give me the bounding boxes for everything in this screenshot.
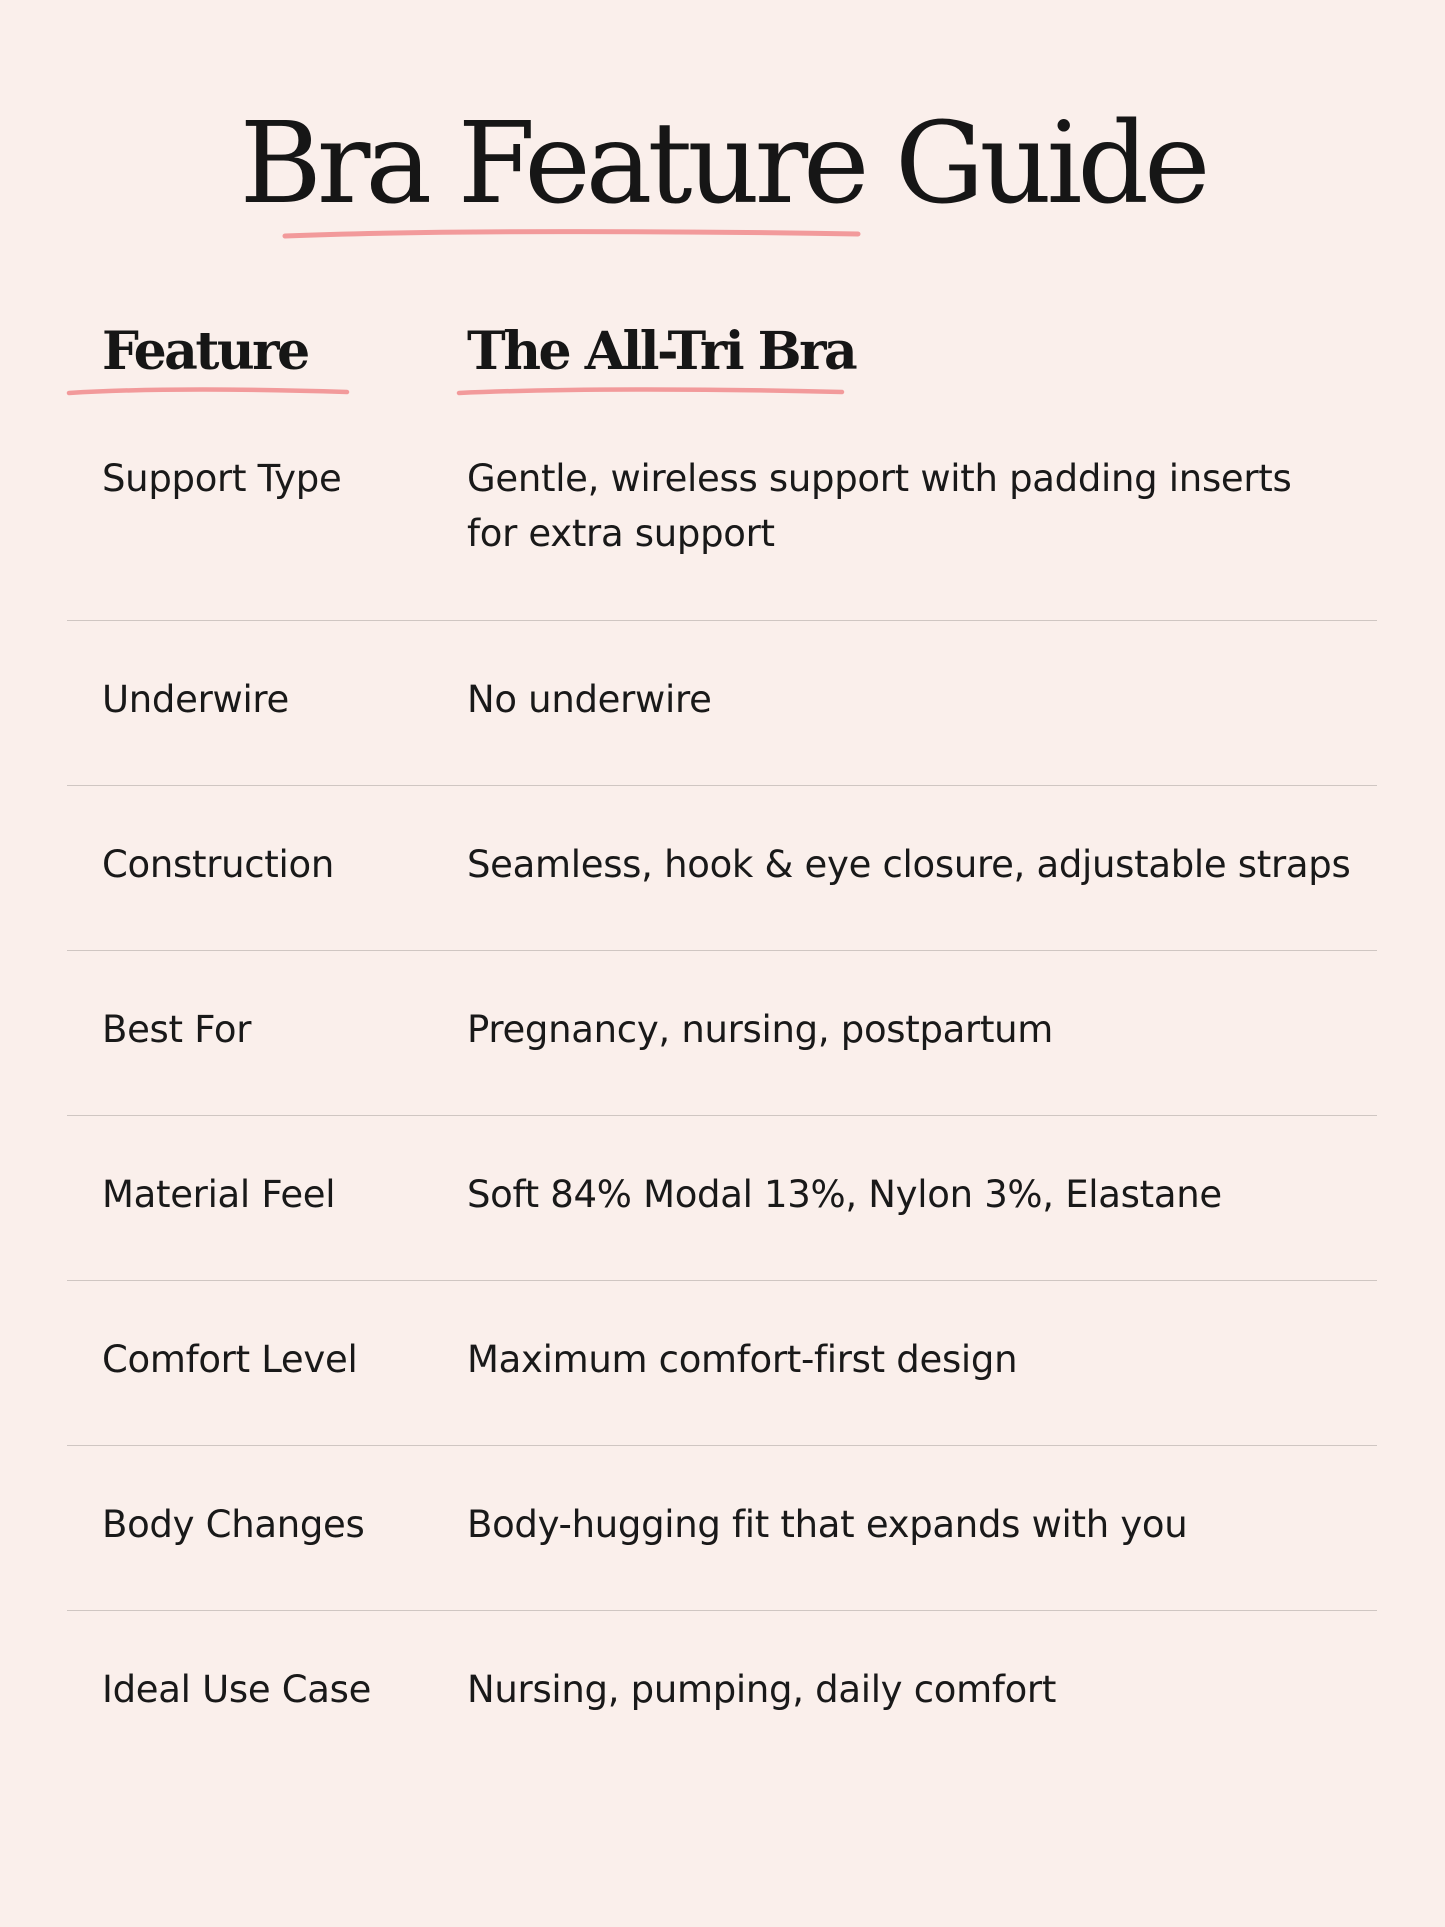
feature-value: Maximum comfort-first design [467, 1338, 1018, 1381]
table-row [67, 1446, 1377, 1611]
feature-label: Ideal Use Case [102, 1668, 372, 1711]
table-row [67, 1611, 1377, 1776]
feature-value-line: Gentle, wireless support with padding inserts [467, 457, 1292, 500]
feature-value: No underwire [467, 678, 712, 721]
column-header-product: The All-Tri Bra [467, 321, 856, 382]
column-header-feature: Feature [102, 321, 308, 382]
feature-label: Comfort Level [102, 1338, 358, 1381]
table-row [67, 1281, 1377, 1446]
feature-value: Soft 84% Modal 13%, Nylon 3%, Elastane [467, 1173, 1222, 1216]
product-header-underline [456, 386, 846, 398]
title-underline [282, 228, 862, 242]
feature-label: Best For [102, 1008, 252, 1051]
feature-value-line: for extra support [467, 512, 775, 555]
page-title: Bra Feature Guide [239, 99, 1206, 229]
feature-value: Pregnancy, nursing, postpartum [467, 1008, 1054, 1051]
feature-value [467, 451, 1291, 561]
table-row [67, 951, 1377, 1116]
feature-value: Seamless, hook & eye closure, adjustable straps [467, 843, 1351, 886]
feature-label: Body Changes [102, 1503, 365, 1546]
feature-label: Construction [102, 843, 334, 886]
table-row [67, 786, 1377, 951]
feature-value: Body-hugging fit that expands with you [467, 1503, 1188, 1546]
feature-header-underline [66, 386, 350, 398]
feature-table [67, 430, 1377, 1776]
feature-label: Underwire [102, 678, 289, 721]
feature-value: Nursing, pumping, daily comfort [467, 1668, 1057, 1711]
feature-label: Material Feel [102, 1173, 336, 1216]
feature-label: Support Type [102, 457, 342, 500]
table-row [67, 430, 1377, 621]
title-block [0, 99, 1445, 229]
table-row [67, 621, 1377, 786]
table-row [67, 1116, 1377, 1281]
